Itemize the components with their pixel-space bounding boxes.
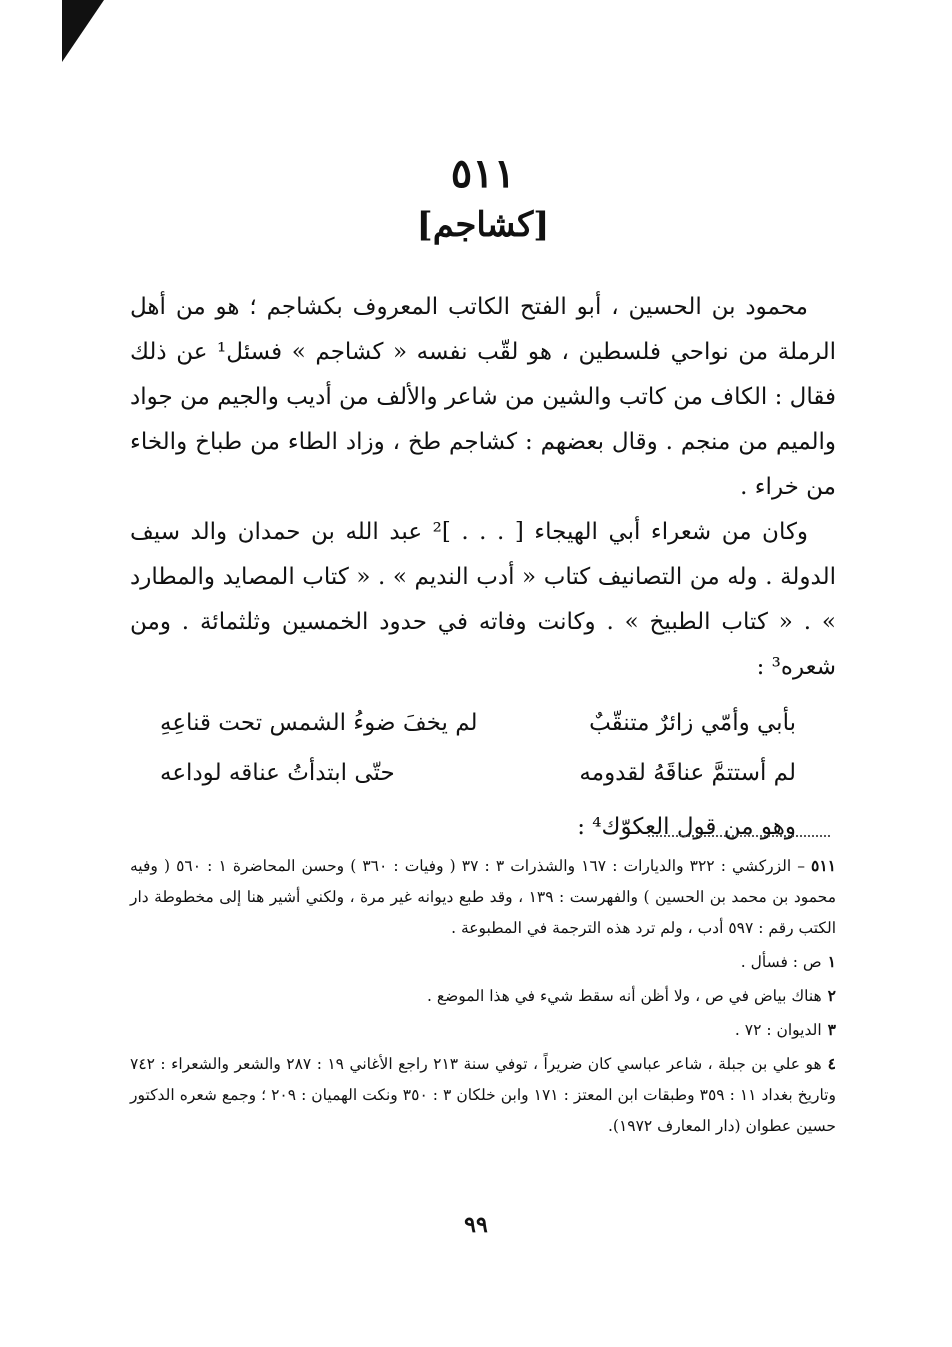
footnote-1-text: ص : فسأل .: [740, 953, 822, 971]
verse-2-second-hemistich: حتّى ابتدأتُ عناقه لوداعه: [160, 760, 395, 786]
paragraph-2: وكان من شعراء أبي الهيجاء [ . . . ]² عبد الله بن حمدان والد سيف الدولة . وله من التصانيف كتاب « أدب النديم » . « كتاب المصايد والمطارد » . « كتاب الطبيخ » . وكانت وفاته في حدود الخمسين وثلثمائة . ومن شعره³ :: [130, 519, 836, 680]
footnote-3-number: ٣: [827, 1020, 836, 1039]
footnote-4: [130, 1048, 836, 1142]
entry-number: ٥١١: [450, 150, 516, 197]
footnote-1: [130, 946, 836, 978]
footnote-3-text: الديوان : ٧٢ .: [734, 1021, 822, 1039]
footnote-2-number: ٢: [827, 986, 836, 1005]
poem: [160, 698, 796, 798]
page-number: ٩٩: [464, 1212, 488, 1238]
verse-2-first-hemistich: لم أستتمَّ عناقَهُ لقدومه: [579, 760, 796, 786]
verse-2: [160, 748, 796, 798]
footnote-4-text: هو علي بن جبلة ، شاعر عباسي كان ضريراً ، توفي سنة ٢١٣ راجع الأغاني ١٩ : ٢٨٧ والشعر والشعراء : ٧٤٢ وتاريخ بغداد ١١ : ٣٥٩ وطبقات ابن المعتز : ١٧١ وابن خلكان ٣ : ٣٥٠ ونكت الهميان : ٢٠٩ ؛ وجمع شعره الدكتور حسين عطوان (دار المعارف ١٩٧٢).: [130, 1055, 836, 1135]
footnote-2: [130, 980, 836, 1012]
page-body: [130, 150, 836, 852]
footnote-4-number: ٤: [827, 1054, 836, 1073]
footnote-main-text: – الزركشي : ٣٢٢ والديارات : ١٦٧ والشذرات ٣ : ٣٧ ( وفيات : ٣٦٠ ) وحسن المحاضرة ١ : ٥٦٠ ( وفيه محمود بن محمد بن الحسين ) والفهرست : ١٣٩ ، وقد طبع ديوانه غير مرة ، ولكني أشير هنا إلى مخطوطة دار الكتب رقم : ٥٩٧ أدب ، ولم ترد هذه الترجمة في المطبوعة .: [130, 857, 836, 937]
verse-1-first-hemistich: بأبي وأمّي زائرٌ متنقّبٌ: [589, 710, 796, 736]
footnote-main-number: ٥١١: [811, 856, 837, 875]
paragraph-1: محمود بن الحسين ، أبو الفتح الكاتب المعروف بكشاجم ؛ هو من أهل الرملة من نواحي فلسطين ، هو لقّب نفسه « كشاجم » فسئل¹ عن ذلك فقال : الكاف من كاتب والشين من شاعر والألف من أديب والجيم من جواد والميم من منجم . وقال بعضهم : كشاجم طخ ، وزاد الطاء من طباخ والخاء من خراء .: [130, 294, 836, 500]
verse-1-second-hemistich: لم يخفَ ضوءُ الشمس تحت قناعِهِ: [160, 710, 478, 736]
footnote-2-text: هناك بياض في ص ، ولا أظن أنه سقط شيء في هذا الموضع .: [427, 987, 822, 1005]
footnotes: [130, 850, 836, 1142]
entry-title: [كشاجم]: [416, 205, 550, 245]
verse-1: [160, 698, 796, 748]
footnote-main: [130, 850, 836, 944]
footnote-1-number: ١: [827, 952, 836, 971]
footnote-separator: [648, 835, 830, 837]
footnote-3: [130, 1014, 836, 1046]
page-corner-mark: [62, 0, 104, 62]
after-poem-line: وهو من قول العكوّك⁴ :: [577, 814, 796, 840]
